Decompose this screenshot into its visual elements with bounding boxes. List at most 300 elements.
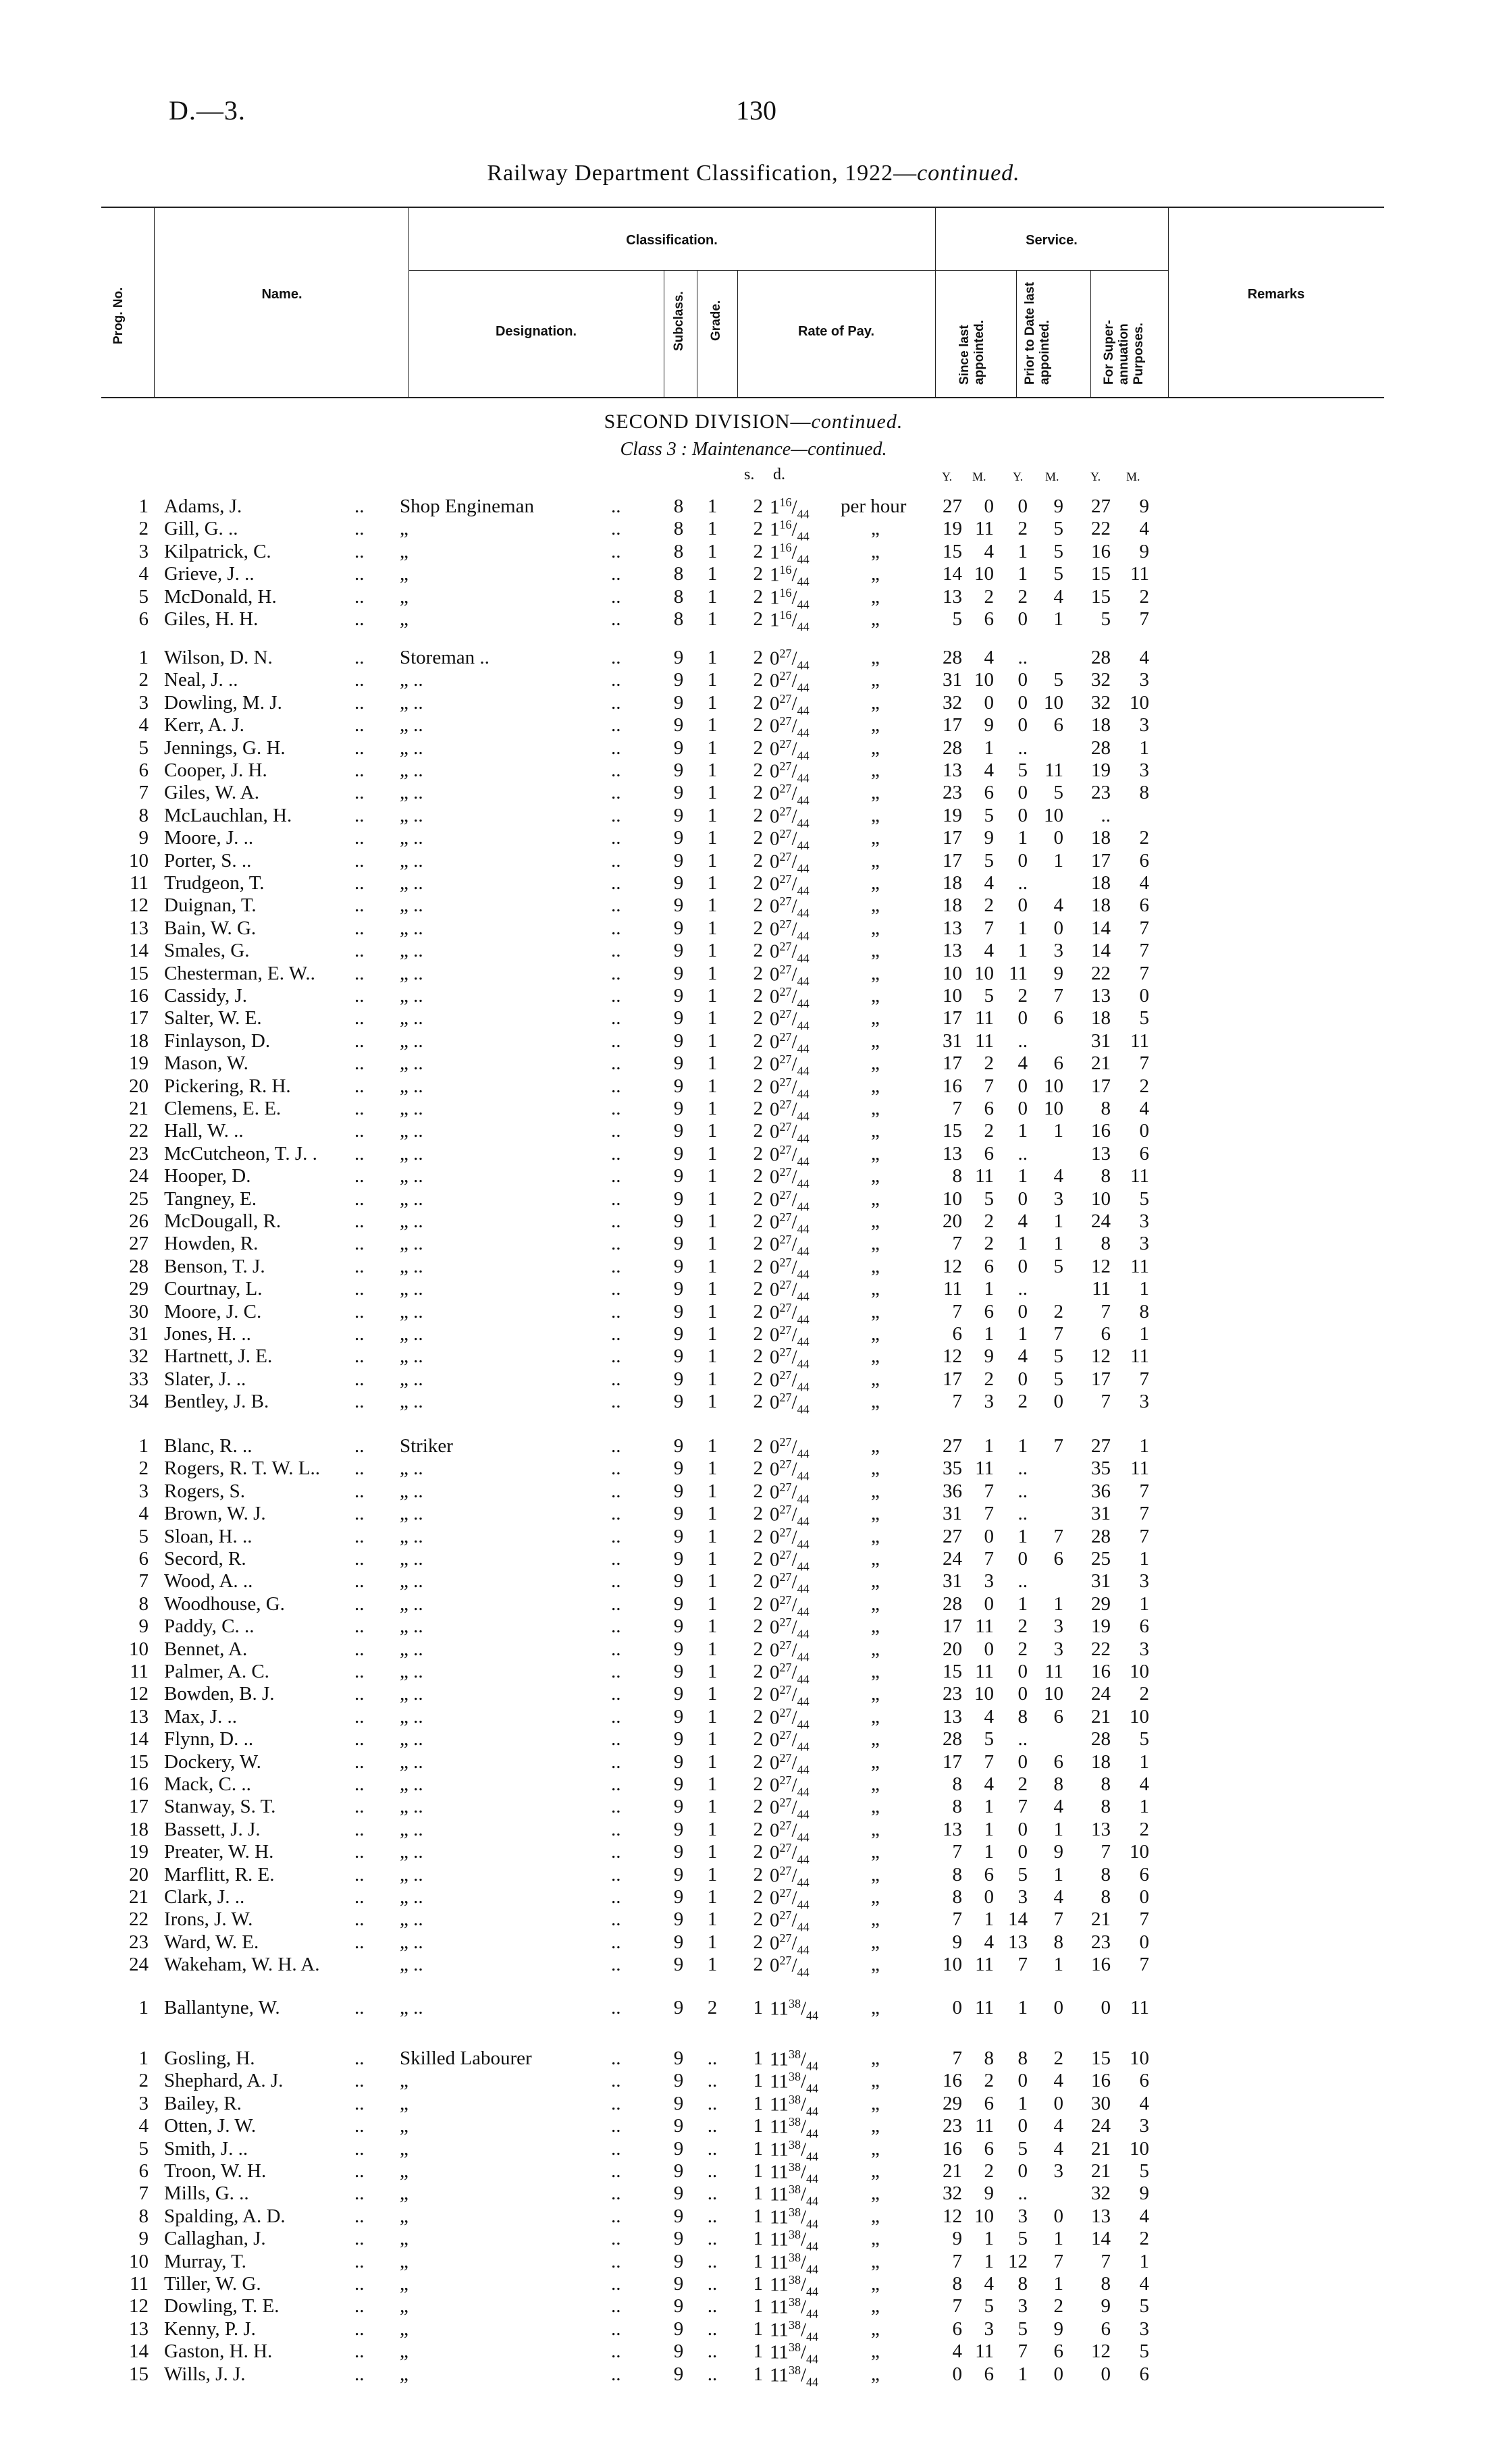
cell-super-years: 8 (1101, 1886, 1111, 1908)
pence-whole: 11 (770, 2048, 789, 2070)
cell-since-years: 7 (952, 1841, 962, 1863)
table-row (0, 1773, 1507, 1799)
pence-whole: 0 (770, 1865, 780, 1887)
cell-prog: 34 (129, 1391, 149, 1413)
cell-super-years: 28 (1091, 1728, 1111, 1750)
cell-pence: $0^{27}/_{44}$ (770, 1098, 810, 1123)
cell-shillings: 1 (753, 2363, 763, 2385)
cell-shillings: 2 (753, 1525, 763, 1547)
col-header-since-last (957, 277, 987, 385)
cell-per: „ (871, 1750, 880, 1773)
cell-since-years: 4 (952, 2340, 962, 2363)
cell-designation: „ (400, 2182, 408, 2205)
cell-since-months: 4 (984, 540, 994, 562)
cell-per: „ (871, 1638, 880, 1660)
cell-shillings: 2 (753, 759, 763, 781)
cell-since-months: 9 (984, 1345, 994, 1368)
cell-pence: $0^{27}/_{44}$ (770, 1435, 810, 1461)
cell-prog: 11 (130, 1661, 149, 1682)
cell-prog: 3 (138, 1480, 149, 1502)
cell-name-dots: .. (354, 736, 365, 759)
cell-prior-years: .. (1017, 2182, 1028, 2205)
cell-grade: 1 (707, 1075, 718, 1097)
cell-since-months: 10 (974, 962, 994, 984)
cell-pence: $0^{27}/_{44}$ (770, 1255, 810, 1281)
cell-grade: 1 (707, 496, 718, 517)
cell-prog: 27 (129, 1233, 149, 1255)
cell-prog: 17 (129, 1796, 149, 1818)
cell-super-years: 31 (1091, 1503, 1111, 1525)
cell-subclass: 8 (673, 585, 684, 608)
cell-designation: „ (400, 608, 408, 630)
cell-name-dots: .. (354, 2047, 365, 2069)
cell-name: Clemens, E. E. (164, 1098, 282, 1119)
cell-name: McDonald, H. (164, 585, 277, 608)
cell-shillings: 2 (753, 1075, 763, 1097)
cell-name: Gill, G. .. (164, 518, 238, 540)
cell-name: Slater, J. .. (164, 1368, 246, 1390)
cell-prior-years: .. (1017, 1480, 1028, 1502)
cell-since-years: 17 (943, 849, 962, 872)
cell-designation-dots: .. (611, 1029, 621, 1052)
cell-subclass: 9 (673, 2137, 684, 2160)
cell-since-months: 1 (984, 1278, 994, 1300)
cell-prior-years: 1 (1017, 940, 1028, 962)
cell-designation: „ .. (400, 1728, 423, 1750)
cell-since-months: 9 (984, 827, 994, 849)
cell-since-years: 8 (952, 1886, 962, 1908)
cell-name: Rogers, R. T. W. L.. (164, 1457, 320, 1480)
cell-name-dots: .. (354, 608, 365, 630)
cell-super-years: 28 (1091, 736, 1111, 759)
cell-super-years: 17 (1091, 1368, 1111, 1390)
cell-super-months: 7 (1139, 1503, 1149, 1525)
cell-designation-dots: .. (611, 1931, 621, 1953)
table-row (0, 1525, 1507, 1551)
pence-whole: 11 (770, 2161, 789, 2183)
cell-name-dots: .. (354, 1931, 365, 1953)
cell-name-dots: .. (354, 1750, 365, 1773)
pence-whole: 0 (770, 1256, 780, 1279)
cell-designation: „ .. (400, 1323, 423, 1345)
cell-designation-dots: .. (611, 1863, 621, 1885)
cell-since-years: 7 (952, 1908, 962, 1931)
cell-since-years: 0 (952, 2363, 962, 2385)
cell-prior-months: 5 (1053, 563, 1063, 585)
cell-designation: „ .. (400, 759, 423, 781)
cell-since-months: 1 (984, 1435, 994, 1457)
cell-designation-dots: .. (611, 917, 621, 939)
cell-pence: $0^{27}/_{44}$ (770, 1592, 810, 1619)
cell-pence: $11^{38}/_{44}$ (770, 2115, 818, 2141)
cell-per: „ (871, 2273, 880, 2295)
pence-denominator: 44 (797, 1537, 810, 1551)
cell-name-dots: .. (354, 1187, 365, 1210)
cell-pence: $0^{27}/_{44}$ (770, 647, 810, 672)
table-row (0, 2295, 1507, 2321)
cell-designation-dots: .. (611, 1345, 621, 1368)
cell-shillings: 1 (753, 2092, 763, 2114)
cell-prog: 15 (129, 2363, 149, 2385)
cell-pence: $0^{27}/_{44}$ (770, 1525, 810, 1551)
cell-prior-years: 0 (1017, 804, 1028, 826)
cell-shillings: 2 (753, 1638, 763, 1660)
pence-whole: 0 (770, 715, 780, 737)
table-row (0, 608, 1507, 634)
cell-designation-dots: .. (611, 1841, 621, 1863)
cell-prog: 1 (138, 1435, 149, 1457)
pence-numerator: 27 (779, 1480, 792, 1494)
cell-designation: „ .. (400, 1773, 423, 1795)
cell-since-months: 6 (984, 2137, 994, 2160)
cell-name-dots: .. (354, 1661, 365, 1682)
pence-denominator: 44 (797, 1357, 810, 1371)
cell-name: Ward, W. E. (164, 1931, 259, 1953)
cell-designation: „ (400, 2115, 408, 2137)
cell-pence: $0^{27}/_{44}$ (770, 1029, 810, 1056)
cell-per: „ (871, 585, 880, 608)
cell-prior-months: 3 (1053, 1638, 1063, 1660)
cell-super-years: 7 (1101, 1391, 1111, 1413)
cell-designation: „ (400, 2295, 408, 2318)
cell-since-years: 11 (943, 1278, 962, 1300)
pence-denominator: 44 (797, 838, 810, 853)
pence-denominator: 44 (797, 1943, 810, 1957)
cell-shillings: 2 (753, 1503, 763, 1525)
cell-name: Smith, J. .. (164, 2137, 248, 2160)
cell-shillings: 2 (753, 804, 763, 826)
cell-name: Jones, H. .. (164, 1323, 251, 1345)
cell-since-months: 6 (984, 1300, 994, 1322)
cell-name-dots: .. (354, 1615, 365, 1638)
cell-designation-dots: .. (611, 2363, 621, 2385)
cell-name-dots: .. (354, 1391, 365, 1413)
pence-denominator: 44 (797, 1447, 810, 1461)
cell-super-months: 8 (1139, 782, 1149, 804)
cell-prior-years: 8 (1017, 2047, 1028, 2069)
cell-designation-dots: .. (611, 804, 621, 826)
cell-super-months: 1 (1139, 2250, 1149, 2272)
pence-numerator: 38 (788, 2160, 801, 2174)
cell-designation-dots: .. (611, 1278, 621, 1300)
cell-prior-years: 5 (1017, 759, 1028, 781)
pence-denominator: 44 (806, 2284, 818, 2299)
cell-prior-years: .. (1017, 647, 1028, 668)
cell-super-months: 10 (1130, 1705, 1149, 1728)
pence-numerator: 27 (779, 1120, 792, 1134)
cell-grade: 1 (707, 1773, 718, 1795)
cell-name-dots: .. (354, 2182, 365, 2205)
pence-numerator: 38 (788, 2250, 801, 2264)
cell-name-dots: .. (354, 827, 365, 849)
cell-prior-years: 2 (1017, 585, 1028, 608)
cell-super-months: 7 (1139, 608, 1149, 630)
cell-since-years: 12 (943, 1255, 962, 1277)
cell-since-months: 11 (975, 2115, 994, 2137)
cell-super-years: 7 (1101, 1300, 1111, 1322)
cell-super-months: 4 (1139, 2205, 1149, 2227)
cell-grade: 1 (707, 1886, 718, 1908)
pence-whole: 11 (770, 2319, 789, 2341)
cell-super-months: 0 (1139, 1120, 1149, 1142)
cell-name-dots: .. (354, 962, 365, 984)
cell-grade: .. (707, 2363, 718, 2385)
pence-numerator: 27 (779, 1548, 792, 1561)
cell-since-years: 23 (943, 782, 962, 804)
cell-since-months: 11 (975, 1165, 994, 1187)
cell-name: Cooper, J. H. (164, 759, 267, 781)
cell-grade: .. (707, 2273, 718, 2295)
pence-numerator: 38 (788, 2070, 801, 2084)
cell-prog: 8 (138, 1592, 149, 1615)
cell-prior-months: 10 (1044, 804, 1063, 826)
cell-prior-years: 0 (1017, 1683, 1028, 1705)
pence-denominator: 44 (806, 2149, 818, 2164)
rule-classification-under (408, 270, 1168, 271)
cell-super-years: 29 (1091, 1592, 1111, 1615)
cell-since-years: 27 (943, 1525, 962, 1547)
cell-prior-months: 4 (1053, 2115, 1063, 2137)
pence-whole: 0 (770, 873, 780, 895)
cell-super-years: 32 (1091, 691, 1111, 714)
cell-designation: „ .. (400, 1997, 423, 2018)
cell-prior-years: 8 (1017, 2273, 1028, 2295)
cell-name-dots: .. (354, 1435, 365, 1457)
cell-prior-months: 7 (1053, 1435, 1063, 1457)
cell-grade: 1 (707, 782, 718, 804)
cell-super-years: 21 (1091, 1908, 1111, 1931)
pence-numerator: 27 (779, 872, 792, 886)
cell-subclass: 9 (673, 1165, 684, 1187)
cell-since-years: 32 (943, 2182, 962, 2205)
cell-per: „ (871, 1120, 880, 1142)
cell-grade: 1 (707, 1052, 718, 1075)
vline-7 (1016, 270, 1017, 397)
cell-prior-years: .. (1017, 736, 1028, 759)
cell-designation: „ .. (400, 1750, 423, 1773)
cell-prog: 8 (138, 804, 149, 826)
table-row (0, 691, 1507, 718)
cell-name: Bain, W. G. (164, 917, 257, 939)
cell-subclass: 9 (673, 2340, 684, 2363)
col-header-name: Name. (261, 287, 302, 302)
cell-name: McLauchlan, H. (164, 804, 292, 826)
cell-designation-dots: .. (611, 608, 621, 630)
cell-grade: 1 (707, 1705, 718, 1728)
cell-super-years: 16 (1091, 1661, 1111, 1682)
cell-super-years: 12 (1091, 2340, 1111, 2363)
cell-prior-years: 1 (1017, 1165, 1028, 1187)
cell-prior-months: 4 (1053, 2137, 1063, 2160)
cell-per: „ (871, 1997, 880, 2018)
cell-name: Neal, J. .. (164, 669, 238, 691)
cell-grade: 1 (707, 1818, 718, 1840)
cell-pence: $0^{27}/_{44}$ (770, 1007, 810, 1033)
cell-prog: 3 (138, 2092, 149, 2114)
cell-super-months: 7 (1139, 1480, 1149, 1502)
cell-pence: $11^{38}/_{44}$ (770, 2092, 818, 2118)
cell-subclass: 9 (673, 1931, 684, 1953)
pence-denominator: 44 (797, 1244, 810, 1258)
pence-denominator: 44 (797, 703, 810, 718)
cell-pence: $11^{38}/_{44}$ (770, 1997, 818, 2023)
cell-super-years: 21 (1091, 2160, 1111, 2182)
cell-shillings: 2 (753, 894, 763, 917)
cell-since-years: 7 (952, 2047, 962, 2069)
cell-per: „ (871, 2160, 880, 2182)
cell-shillings: 1 (753, 2115, 763, 2137)
cell-subclass: 9 (673, 1345, 684, 1368)
cell-name-dots: .. (354, 1525, 365, 1547)
cell-name: Hall, W. .. (164, 1120, 244, 1142)
cell-name: Smales, G. (164, 940, 250, 962)
pence-whole: 0 (770, 1279, 780, 1301)
cell-shillings: 2 (753, 1661, 763, 1682)
table-row (0, 782, 1507, 807)
cell-grade: 1 (707, 1098, 718, 1119)
cell-pence: $11^{38}/_{44}$ (770, 2340, 818, 2366)
cell-prior-months: 1 (1053, 1863, 1063, 1885)
cell-since-years: 13 (943, 917, 962, 939)
col-header-prog-no: Prog. No. (111, 287, 126, 344)
cell-since-months: 10 (974, 563, 994, 585)
cell-name: Giles, W. A. (164, 782, 259, 804)
cell-designation: „ .. (400, 1638, 423, 1660)
cell-name: Hooper, D. (164, 1165, 251, 1187)
cell-per: „ (871, 804, 880, 826)
table-row (0, 1075, 1507, 1101)
cell-designation-dots: .. (611, 1954, 621, 1976)
cell-prior-years: 4 (1017, 1210, 1028, 1232)
cell-since-years: 28 (943, 1728, 962, 1750)
cell-super-years: 28 (1091, 647, 1111, 668)
cell-prog: 9 (138, 2228, 149, 2250)
cell-super-years: 31 (1091, 1029, 1111, 1052)
cell-pence: $0^{27}/_{44}$ (770, 917, 810, 943)
cell-prior-months: 9 (1053, 496, 1063, 517)
cell-subclass: 9 (673, 1457, 684, 1480)
cell-pence: $0^{27}/_{44}$ (770, 1661, 810, 1686)
cell-prog: 2 (138, 1457, 149, 1480)
pence-whole: 1 (770, 519, 780, 541)
cell-pence: $11^{38}/_{44}$ (770, 2047, 818, 2073)
table-row (0, 1300, 1507, 1327)
pence-denominator: 44 (806, 2008, 818, 2023)
cell-prior-years: 1 (1017, 2363, 1028, 2385)
pence-denominator: 44 (797, 1469, 810, 1483)
cell-name-dots: .. (354, 985, 365, 1007)
pence-denominator: 44 (797, 1627, 810, 1641)
cell-prior-months: 3 (1053, 1615, 1063, 1638)
cell-per: „ (871, 917, 880, 939)
cell-since-years: 16 (943, 1075, 962, 1097)
cell-super-months: 2 (1139, 585, 1149, 608)
cell-grade: 1 (707, 1233, 718, 1255)
cell-shillings: 2 (753, 1300, 763, 1322)
cell-designation-dots: .. (611, 1435, 621, 1457)
table-row (0, 872, 1507, 898)
cell-prior-years: 0 (1017, 1255, 1028, 1277)
page-title-text: Railway Department Classification, 1922— (487, 161, 918, 186)
pence-numerator: 27 (779, 894, 792, 909)
cell-per: „ (871, 1661, 880, 1682)
cell-name: Howden, R. (164, 1233, 259, 1255)
cell-prior-months: 0 (1053, 827, 1063, 849)
cell-super-months: 2 (1139, 1075, 1149, 1097)
cell-name: Dowling, M. J. (164, 691, 282, 714)
cell-subclass: 9 (673, 1368, 684, 1390)
cell-designation-dots: .. (611, 1661, 621, 1682)
cell-prior-months: 5 (1053, 1255, 1063, 1277)
table-row (0, 1638, 1507, 1664)
cell-name: Kenny, P. J. (164, 2318, 256, 2340)
cell-designation: „ .. (400, 1120, 423, 1142)
cell-name-dots: .. (354, 1863, 365, 1885)
cell-designation-dots: .. (611, 1886, 621, 1908)
cell-since-years: 7 (952, 1098, 962, 1119)
pence-whole: 0 (770, 1347, 780, 1369)
cell-per: „ (871, 736, 880, 759)
pence-numerator: 27 (779, 1841, 792, 1855)
cell-super-months: 6 (1139, 849, 1149, 872)
cell-designation: Striker (400, 1435, 453, 1457)
table-row (0, 1796, 1507, 1821)
cell-name: Hartnett, J. E. (164, 1345, 273, 1368)
cell-super-years: 17 (1091, 849, 1111, 872)
cell-super-years: 24 (1091, 2115, 1111, 2137)
cell-pence: $0^{27}/_{44}$ (770, 1818, 810, 1844)
cell-prior-months: 7 (1053, 2250, 1063, 2272)
cell-subclass: 9 (673, 669, 684, 691)
cell-designation: „ .. (400, 894, 423, 917)
pence-whole: 0 (770, 1234, 780, 1256)
pence-denominator: 44 (797, 1852, 810, 1867)
cell-name: Mason, W. (164, 1052, 248, 1075)
cell-subclass: 9 (673, 1503, 684, 1525)
cell-since-months: 2 (984, 1052, 994, 1075)
cell-prior-months: 1 (1053, 2273, 1063, 2295)
pence-numerator: 27 (779, 1098, 792, 1111)
cell-super-months: 6 (1139, 894, 1149, 917)
cell-since-years: 13 (943, 940, 962, 962)
pence-numerator: 27 (779, 985, 792, 998)
cell-since-months: 7 (984, 1750, 994, 1773)
cell-per: „ (871, 1548, 880, 1570)
cell-designation: „ (400, 2160, 408, 2182)
cell-subclass: 9 (673, 736, 684, 759)
table-row (0, 1278, 1507, 1304)
cell-designation-dots: .. (611, 1457, 621, 1480)
table-row (0, 1435, 1507, 1461)
table-row (0, 1165, 1507, 1191)
cell-super-years: 7 (1101, 1841, 1111, 1863)
cell-name: Blanc, R. .. (164, 1435, 253, 1457)
cell-subclass: 8 (673, 496, 684, 517)
cell-name-dots: .. (354, 518, 365, 540)
cell-since-months: 6 (984, 2363, 994, 2385)
cell-per: „ (871, 2137, 880, 2160)
pence-whole: 0 (770, 1211, 780, 1233)
cell-shillings: 2 (753, 1908, 763, 1931)
cell-name-dots: .. (354, 1323, 365, 1345)
cell-name: Wakeham, W. H. A. (164, 1954, 320, 1976)
cell-since-months: 7 (984, 1480, 994, 1502)
pence-denominator: 44 (797, 1267, 810, 1281)
pence-whole: 0 (770, 1819, 780, 1842)
pence-numerator: 27 (779, 1525, 792, 1539)
cell-since-years: 13 (943, 759, 962, 781)
cell-per: „ (871, 2363, 880, 2385)
